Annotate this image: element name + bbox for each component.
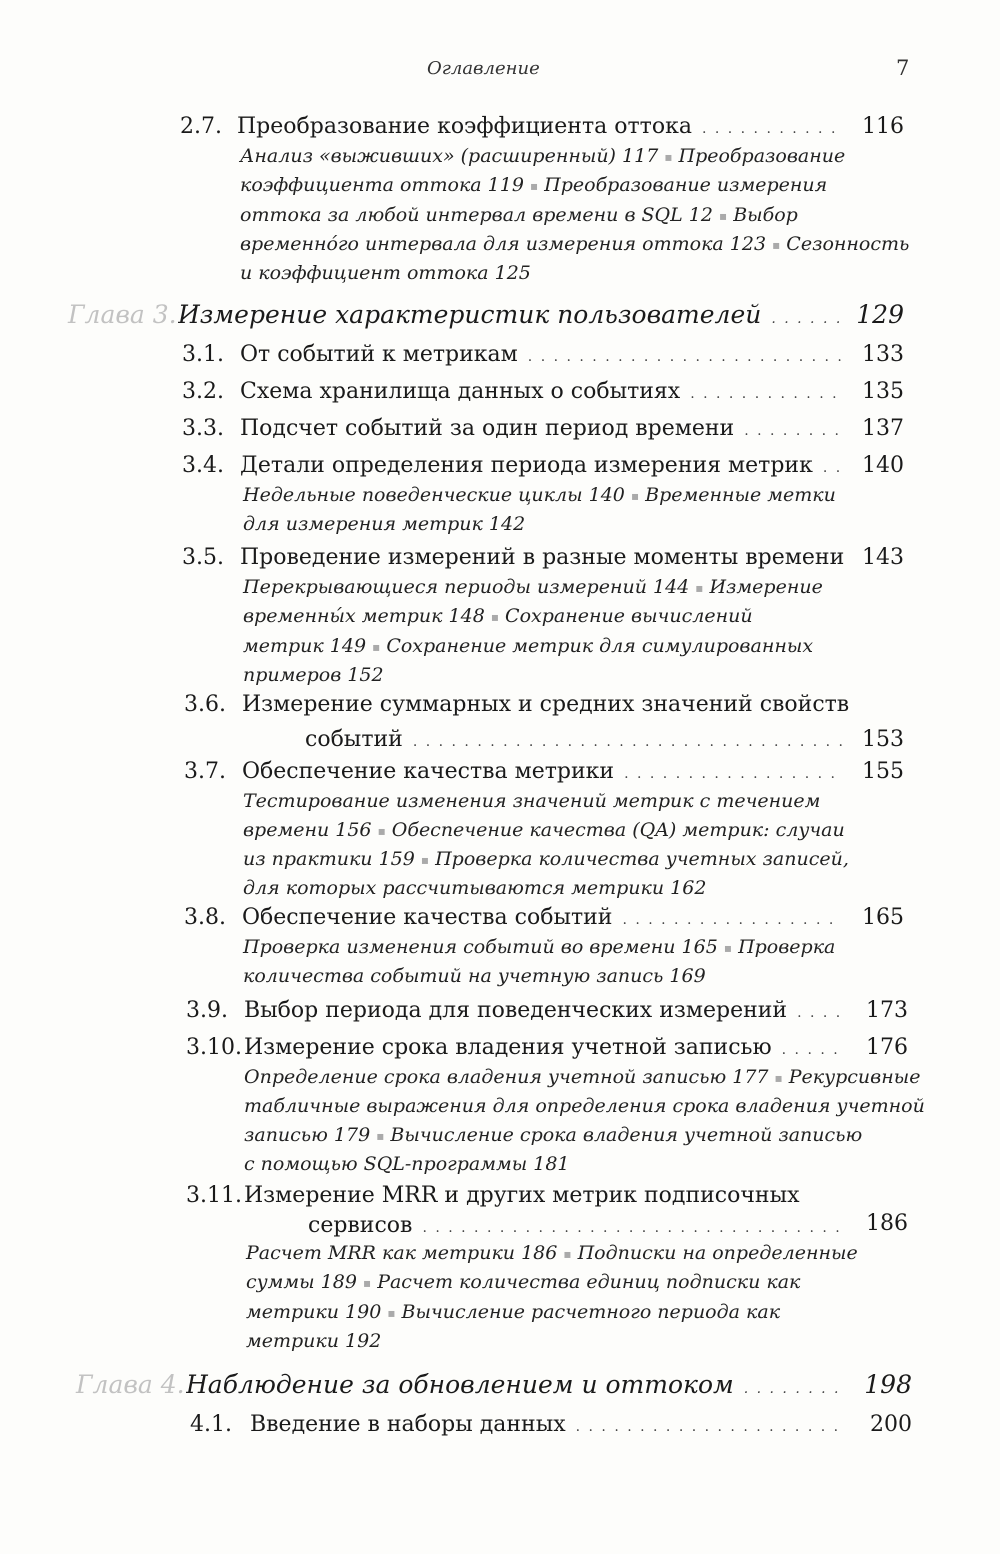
separator-bullet-icon: ▪ — [772, 237, 781, 252]
leader-dots — [744, 1374, 846, 1404]
separator-bullet-icon: ▪ — [664, 149, 673, 164]
subtopics-3-4: Недельные поведенческие циклы 140 ▪ Временные метки для измерения метрик 142 — [243, 484, 836, 536]
section-page: 155 — [862, 759, 904, 784]
section-number: 3.3. — [182, 416, 224, 441]
section-title-line-1: Измерение MRR и других метрик подписочных — [244, 1183, 800, 1208]
section-page: 176 — [866, 1035, 908, 1060]
section-page: 135 — [862, 379, 904, 404]
subtopics-3-5: Перекрывающиеся периоды измерений 144 ▪ Измерение временны́х метрик 148 ▪ Сохранение вычислений метрик 149 ▪ Сохранение метрик для симулированных примеров 152 — [243, 576, 823, 686]
section-title: Введение в наборы данных . . . — [250, 1410, 854, 1442]
separator-bullet-icon: ▪ — [363, 1276, 372, 1290]
toc-chapter-3[interactable] — [0, 300, 1000, 334]
toc-entry-3-2[interactable] — [0, 377, 1000, 411]
page-header — [0, 56, 1000, 86]
toc-entry-3-4[interactable] — [0, 451, 1000, 485]
chapter-title: Наблюдение за обновлением и оттоком . . . — [186, 1370, 854, 1404]
section-page: 165 — [862, 905, 904, 930]
leader-dots — [690, 379, 842, 409]
leader-dots — [797, 998, 842, 1028]
section-page: 173 — [866, 998, 908, 1023]
leader-dots — [771, 304, 842, 334]
leader-dots — [413, 727, 842, 757]
separator-bullet-icon: ▪ — [774, 1070, 783, 1085]
leader-dots — [782, 1035, 846, 1065]
separator-bullet-icon: ▪ — [630, 488, 640, 503]
section-number: 3.6. — [184, 692, 226, 717]
page-number: 7 — [896, 56, 910, 80]
section-title-line-2: событий . . . — [305, 725, 850, 757]
section-number: 2.7. — [180, 114, 222, 139]
section-title: Схема хранилища данных о событиях . . . — [240, 377, 850, 409]
separator-bullet-icon: ▪ — [377, 823, 386, 838]
subtopics-2-7: Анализ «выживших» (расширенный) 117 ▪ Преобразование коэффициента оттока 119 ▪ Преобразование измерения оттока за любой интервал времени в SQL 12 ▪ Выбор временнóго интервала для измерения оттока 123 ▪ Сезонность и коэффициент оттока 125 — [240, 145, 910, 284]
section-title: Обеспечение качества событий . . . — [242, 903, 850, 935]
leader-dots — [624, 759, 842, 789]
chapter-page: 129 — [856, 300, 904, 329]
section-page: 140 — [862, 453, 904, 478]
toc-entry-4-1[interactable] — [0, 1410, 1000, 1444]
leader-dots — [528, 342, 842, 372]
toc-chapter-4[interactable] — [0, 1370, 1000, 1404]
section-title: Детали определения периода измерения метрик . . . — [240, 451, 850, 483]
chapter-title: Измерение характеристик пользователей . . . — [178, 300, 850, 334]
toc-entry-3-5[interactable] — [0, 543, 1000, 577]
leader-dots — [702, 114, 842, 144]
section-number: 3.4. — [182, 453, 224, 478]
section-title: Выбор периода для поведенческих измерений . . . — [244, 996, 850, 1028]
section-title: От событий к метрикам . . . — [240, 340, 850, 372]
running-title: Оглавление — [427, 58, 540, 79]
toc-entry-3-9[interactable] — [0, 996, 1000, 1030]
section-page: 137 — [862, 416, 904, 441]
toc-entry-3-7[interactable] — [0, 757, 1000, 791]
section-title-line-1: Измерение суммарных и средних значений свойств — [242, 692, 850, 717]
toc-entry-2-7[interactable] — [0, 112, 1000, 146]
section-number: 4.1. — [190, 1412, 232, 1437]
separator-bullet-icon: ▪ — [376, 1128, 385, 1143]
separator-bullet-icon: ▪ — [420, 852, 430, 867]
section-page: 186 — [866, 1211, 908, 1236]
toc-entry-3-6[interactable] — [0, 690, 1000, 760]
leader-dots — [622, 905, 842, 935]
toc-entry-3-10[interactable] — [0, 1033, 1000, 1067]
section-number: 3.8. — [184, 905, 226, 930]
section-number: 3.7. — [184, 759, 226, 784]
separator-bullet-icon: ▪ — [719, 208, 728, 223]
toc-entry-3-3[interactable] — [0, 414, 1000, 448]
toc-entry-3-8[interactable] — [0, 903, 1000, 937]
section-number: 3.10. — [186, 1035, 242, 1060]
separator-bullet-icon: ▪ — [490, 610, 499, 624]
separator-bullet-icon: ▪ — [563, 1246, 572, 1261]
section-title: Преобразование коэффициента оттока . . . — [237, 112, 850, 144]
separator-bullet-icon: ▪ — [387, 1305, 396, 1320]
toc-entry-3-1[interactable] — [0, 340, 1000, 374]
separator-bullet-icon: ▪ — [372, 639, 381, 654]
chapter-page: 198 — [864, 1370, 912, 1399]
subtopics-3-10: Определение срока владения учетной записью 177 ▪ Рекурсивные табличные выражения для определения срока владения учетной записью 179 ▪ Вычисление срока владения учетной записью с помощью SQL-программы 181 — [244, 1066, 925, 1175]
section-title: Обеспечение качества метрики . . . — [242, 757, 850, 789]
separator-bullet-icon: ▪ — [529, 179, 539, 193]
separator-bullet-icon: ▪ — [695, 580, 704, 595]
section-title: Измерение срока владения учетной записью . . . — [244, 1033, 854, 1065]
section-number: 3.2. — [182, 379, 224, 404]
section-page: 133 — [862, 342, 904, 367]
leader-dots — [576, 1412, 846, 1442]
section-page: 143 — [862, 545, 904, 570]
section-number: 3.5. — [182, 545, 224, 570]
subtopics-3-11: Расчет MRR как метрики 186 ▪ Подписки на определенные суммы 189 ▪ Расчет количества единиц подписки как метрики 190 ▪ Вычисление расчетного периода как метрики 192 — [246, 1242, 858, 1352]
section-title: Подсчет событий за один период времени . . . — [240, 414, 850, 446]
section-number: 3.11. — [186, 1183, 242, 1208]
separator-bullet-icon: ▪ — [723, 940, 733, 955]
chapter-label: Глава 3. — [68, 300, 177, 329]
section-number: 3.1. — [182, 342, 224, 367]
subtopics-3-8: Проверка изменения событий во времени 165 ▪ Проверка количества событий на учетную запись 169 — [243, 936, 836, 988]
leader-dots — [823, 453, 842, 483]
chapter-label: Глава 4. — [76, 1370, 185, 1399]
subtopics-3-7: Тестирование изменения значений метрик с течением времени 156 ▪ Обеспечение качества (QA) метрик: случаи из практики 159 ▪ Проверка количества учетных записей, для которых рассчитываются метрики 162 — [243, 790, 849, 899]
section-page: 200 — [870, 1412, 912, 1437]
leader-dots — [744, 416, 842, 446]
section-page: 153 — [862, 727, 904, 752]
section-page: 116 — [862, 114, 904, 139]
section-number: 3.9. — [186, 998, 228, 1023]
section-title: Проведение измерений в разные моменты времени — [240, 545, 845, 570]
section-title-line-2: сервисов . . . — [308, 1211, 854, 1243]
